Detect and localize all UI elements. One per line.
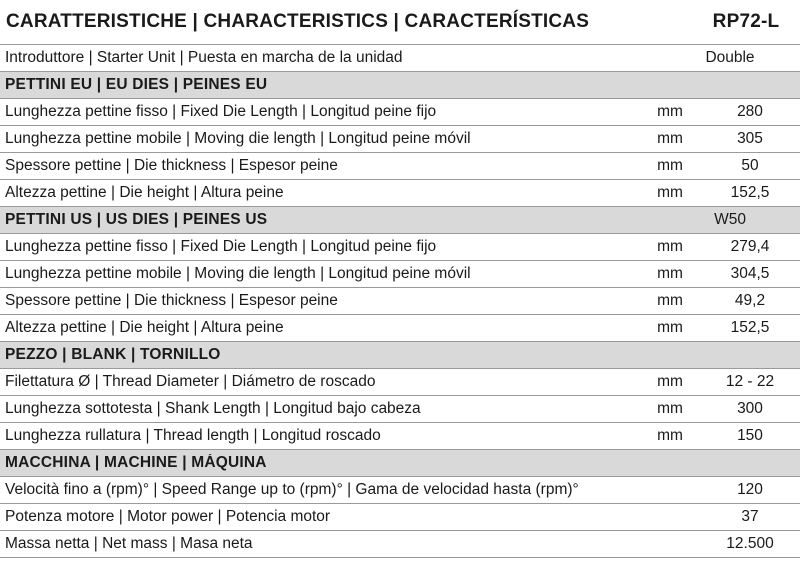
model-name: RP72-L (712, 11, 780, 32)
row-value: 152,5 (730, 319, 770, 336)
row-value: 37 (741, 508, 759, 525)
row-value: 304,5 (730, 265, 770, 282)
row-label: Spessore pettine | Die thickness | Espesor peine (5, 157, 338, 174)
row-value: 279,4 (730, 238, 770, 255)
table-row (0, 180, 800, 207)
section-title: PETTINI US | US DIES | PEINES US (5, 211, 268, 228)
row-label: Velocità fino a (rpm)° | Speed Range up to (rpm)° | Gama de velocidad hasta (rpm)° (5, 481, 579, 498)
row-label: Spessore pettine | Die thickness | Espesor peine (5, 292, 338, 309)
table-row (0, 234, 800, 261)
row-value: 120 (737, 481, 763, 498)
row-label: Altezza pettine | Die height | Altura peine (5, 319, 284, 336)
table-row (0, 315, 800, 342)
row-unit: mm (657, 292, 683, 309)
row-unit: mm (657, 184, 683, 201)
row-value: 50 (741, 157, 759, 174)
row-unit: mm (657, 130, 683, 147)
table-row (0, 288, 800, 315)
row-value: 12.500 (726, 535, 774, 552)
starter-unit-value: Double (705, 49, 755, 66)
row-value: 150 (737, 427, 763, 444)
row-value: 280 (737, 103, 763, 120)
row-label: Lunghezza pettine mobile | Moving die length | Longitud peine móvil (5, 265, 471, 282)
section-us-dies (0, 207, 800, 234)
row-unit: mm (657, 157, 683, 174)
section-title: MACCHINA | MACHINE | MÁQUINA (5, 454, 267, 471)
row-label: Lunghezza sottotesta | Shank Length | Longitud bajo cabeza (5, 400, 421, 417)
table-row (0, 369, 800, 396)
section-value: W50 (714, 211, 746, 228)
table-row (0, 531, 800, 558)
row-value: 300 (737, 400, 763, 417)
row-label: Lunghezza pettine fisso | Fixed Die Length | Longitud peine fijo (5, 103, 437, 120)
table-row (0, 396, 800, 423)
starter-unit-label: Introduttore | Starter Unit | Puesta en marcha de la unidad (5, 49, 403, 66)
row-unit: mm (657, 103, 683, 120)
table-title-row (0, 0, 800, 45)
row-value: 152,5 (730, 184, 770, 201)
table-row (0, 504, 800, 531)
row-label: Potenza motore | Motor power | Potencia motor (5, 508, 331, 525)
row-unit: mm (657, 319, 683, 336)
table-row (0, 153, 800, 180)
section-title: PEZZO | BLANK | TORNILLO (5, 346, 221, 363)
row-unit: mm (657, 400, 683, 417)
row-unit: mm (657, 238, 683, 255)
row-value: 305 (737, 130, 763, 147)
section-blank (0, 342, 800, 369)
section-machine (0, 450, 800, 477)
starter-unit-row (0, 45, 800, 72)
row-unit: mm (657, 373, 683, 390)
table-row (0, 477, 800, 504)
row-label: Lunghezza pettine fisso | Fixed Die Length | Longitud peine fijo (5, 238, 437, 255)
section-eu-dies (0, 72, 800, 99)
table-row (0, 99, 800, 126)
table-row (0, 126, 800, 153)
row-value: 49,2 (734, 292, 766, 309)
row-label: Filettatura Ø | Thread Diameter | Diámetro de roscado (5, 373, 376, 390)
row-label: Lunghezza rullatura | Thread length | Longitud roscado (5, 427, 381, 444)
row-label: Altezza pettine | Die height | Altura peine (5, 184, 284, 201)
table-row (0, 423, 800, 450)
row-label: Massa netta | Net mass | Masa neta (5, 535, 253, 552)
row-unit: mm (657, 427, 683, 444)
row-label: Lunghezza pettine mobile | Moving die length | Longitud peine móvil (5, 130, 471, 147)
table-title: CARATTERISTICHE | CHARACTERISTICS | CARACTERÍSTICAS (6, 11, 590, 32)
section-title: PETTINI EU | EU DIES | PEINES EU (5, 76, 268, 93)
table-row (0, 261, 800, 288)
row-value: 12 - 22 (725, 373, 775, 390)
row-unit: mm (657, 265, 683, 282)
